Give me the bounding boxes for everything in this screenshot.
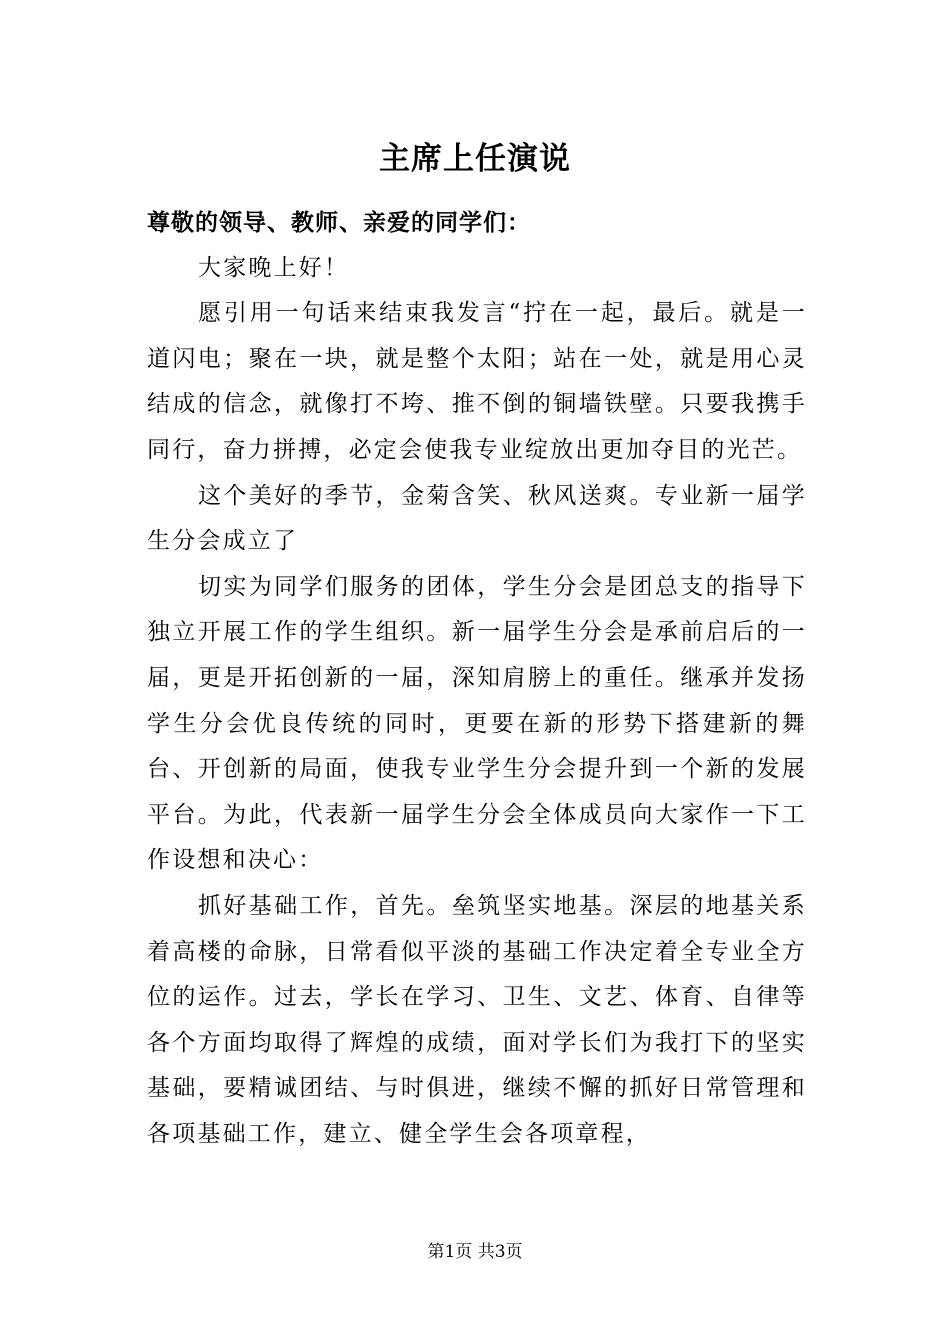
paragraph-season: 这个美好的季节，金菊含笑、秋风送爽。专业新一届学生分会成立了 — [147, 482, 807, 555]
paragraph-organization: 切实为同学们服务的团体，学生分会是团总支的指导下独立开展工作的学生组织。新一届学生分会是承前启后的一届，更是开拓创新的一届，深知肩膀上的重任。继承并发扬学生分会优良传统的同时，更要在新的形势下搭建新的舞台、开创新的局面，使我专业学生分会提升到一个新的发展平台。为此，代表新一届学生分会全体成员向大家作一下工作设想和决心： — [147, 573, 807, 874]
document-title: 主席上任演说 — [379, 141, 571, 177]
document-body — [147, 200, 807, 1157]
paragraph-greeting: 大家晚上好！ — [198, 254, 350, 281]
paragraph-quote: 愿引用一句话来结束我发言“拧在一起，最后。就是一道闪电；聚在一块，就是整个太阳；站在一处，就是用心灵结成的信念，就像打不垮、推不倒的铜墙铁壁。只要我携手同行，奋力拼搏，必定会使我专业绽放出更加夺目的光芒。 — [147, 300, 807, 463]
salutation: 尊敬的领导、教师、亲爱的同学们： — [147, 209, 531, 236]
paragraph-foundation: 抓好基础工作，首先。垒筑坚实地基。深层的地基关系着高楼的命脉，日常看似平淡的基础工作决定着全专业全方位的运作。过去，学长在学习、卫生、文艺、体育、自律等各个方面均取得了辉煌的成绩，面对学长们为我打下的坚实基础，要精诚团结、与时俱进，继续不懈的抓好日常管理和各项基础工作，建立、健全学生会各项章程， — [147, 892, 807, 1147]
page-number-footer: 第1页 共3页 — [427, 1242, 523, 1262]
